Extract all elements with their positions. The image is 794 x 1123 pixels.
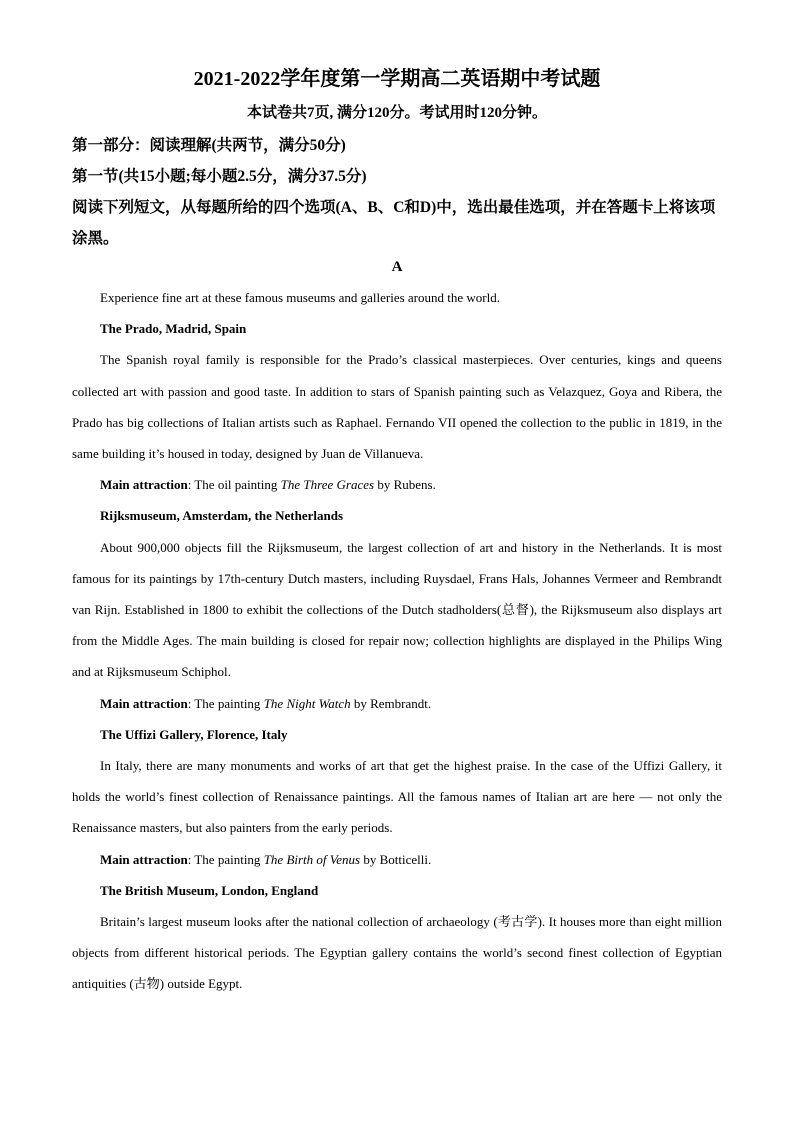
attraction-suffix: by Rubens. <box>374 477 436 493</box>
uffizi-heading: The Uffizi Gallery, Florence, Italy <box>100 726 288 742</box>
exam-title: 2021-2022学年度第一学期高二英语期中考试题 <box>193 68 601 90</box>
prado-body: The Spanish royal family is responsible for the Prado’s classical masterpieces. Over centuries, kings and queens collected art with passion and good taste. In addition to stars of Spanish painting such as Velazquez, Goya and Ribera, the Prado has big collections of Italian artists such as Raphael. Fernando VII opened the collection to the public in 1819, in the same building it’s housed in today, designed by Juan de Villanueva. <box>72 352 722 462</box>
attraction-suffix: by Rembrandt. <box>350 695 432 711</box>
prado-heading: The Prado, Madrid, Spain <box>100 321 247 337</box>
prado-main-attraction <box>72 469 722 500</box>
part-one-heading: 第一部分：阅读理解(共两节，满分50分) <box>72 137 346 154</box>
artwork-title: The Birth of Venus <box>263 851 361 867</box>
uffizi-body: In Italy, there are many monuments and works of art that get the highest praise. In the case of the Uffizi Gallery, it holds the world’s finest collection of Renaissance paintings. All the famous names of Italian art are here — not only the Renaissance masters, but also painters from the early periods. <box>72 758 722 836</box>
british-body: Britain’s largest museum looks after the national collection of archaeology (考古学). It houses more than eight million objects from different historical periods. The Egyptian gallery contains the world’s second finest collection of Egyptian antiquities (古物) outside Egypt. <box>72 914 722 992</box>
rijks-main-attraction <box>72 688 722 719</box>
reading-directions: 阅读下列短文，从每题所给的四个选项(A、B、C和D)中，选出最佳选项，并在答题卡上将该项涂黑。 <box>72 199 716 247</box>
exam-page <box>72 66 722 1000</box>
attraction-suffix: by Botticelli. <box>360 851 432 867</box>
attraction-prefix: : The painting <box>187 851 264 867</box>
artwork-title: The Three Graces <box>280 477 375 493</box>
rijks-body: About 900,000 objects fill the Rijksmuseum, the largest collection of art and history in the Netherlands. It is most famous for its paintings by 17th-century Dutch masters, including Ruysdael, Frans Hals, Johannes Vermeer and Rembrandt van Rijn. Established in 1800 to exhibit the collections of the Dutch stadholders(总督), the Rijksmuseum also displays art from the Middle Ages. The main building is closed for repair now; collection highlights are displayed in the Philips Wing and at Rijksmuseum Schiphol. <box>72 539 722 680</box>
passage-intro: Experience fine art at these famous museums and galleries around the world. <box>100 290 500 305</box>
main-attraction-label: Main attraction <box>100 477 188 493</box>
passage-letter: A <box>391 259 403 275</box>
british-heading: The British Museum, London, England <box>100 882 319 898</box>
artwork-title: The Night Watch <box>263 695 351 711</box>
section-one-heading: 第一节(共15小题;每小题2.5分，满分37.5分) <box>72 168 367 185</box>
main-attraction-label: Main attraction <box>100 851 188 867</box>
rijks-heading: Rijksmuseum, Amsterdam, the Netherlands <box>100 508 344 524</box>
attraction-prefix: : The oil painting <box>187 477 281 493</box>
attraction-prefix: : The painting <box>187 695 264 711</box>
exam-subtitle: 本试卷共7页, 满分120分。考试用时120分钟。 <box>246 105 547 121</box>
main-attraction-label: Main attraction <box>100 695 188 711</box>
uffizi-main-attraction <box>72 844 722 875</box>
